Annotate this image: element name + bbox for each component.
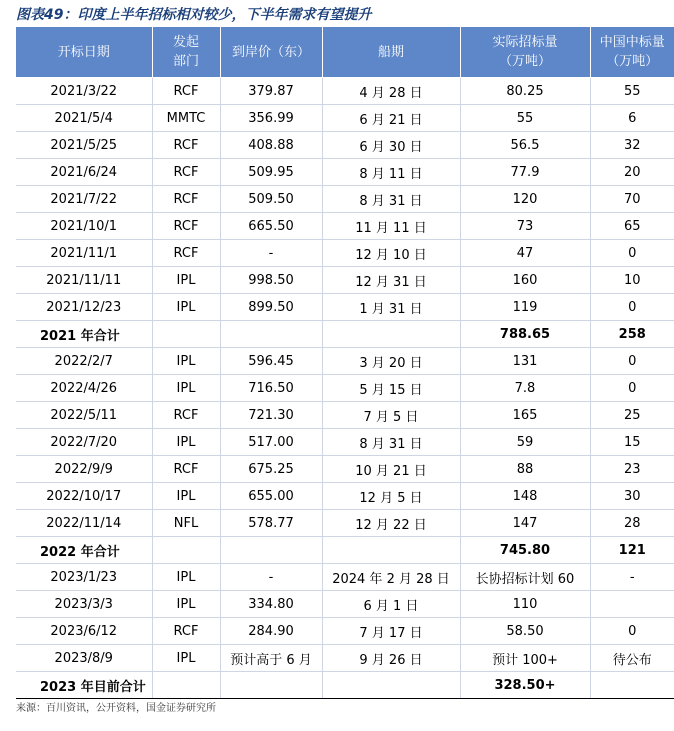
figure-caption: 图表49：印度上半年招标相对较少，下半年需求有望提升 <box>16 7 372 23</box>
cell-open-date: 2021/11/11 <box>16 267 152 294</box>
cell-actual-volume: 长协招标计划 60 <box>460 564 590 591</box>
cell-shipment: 7 月 5 日 <box>322 402 460 429</box>
cell-shipment: 12 月 22 日 <box>322 510 460 537</box>
cell-shipment: 1 月 31 日 <box>322 294 460 321</box>
cell-cfr-price: 379.87 <box>220 78 322 105</box>
table-row <box>16 267 674 294</box>
cell-actual-volume: 55 <box>460 105 590 132</box>
cell-cfr-price: - <box>220 564 322 591</box>
cell-open-date: 2021/10/1 <box>16 213 152 240</box>
empty-cell <box>322 321 460 348</box>
empty-cell <box>220 537 322 564</box>
cell-open-date: 2021/6/24 <box>16 159 152 186</box>
cell-actual-volume: 73 <box>460 213 590 240</box>
cell-actual-volume: 147 <box>460 510 590 537</box>
cell-open-date: 2021/11/1 <box>16 240 152 267</box>
cell-china-volume: 20 <box>590 159 674 186</box>
cell-open-date: 2022/5/11 <box>16 402 152 429</box>
subtotal-row <box>16 672 674 699</box>
cell-open-date: 2022/11/14 <box>16 510 152 537</box>
cell-open-date: 2021/5/25 <box>16 132 152 159</box>
cell-china-volume: 6 <box>590 105 674 132</box>
cell-shipment: 5 月 15 日 <box>322 375 460 402</box>
cell-actual-volume: 77.9 <box>460 159 590 186</box>
cell-cfr-price: 334.80 <box>220 591 322 618</box>
table-row <box>16 159 674 186</box>
cell-department: RCF <box>152 213 220 240</box>
header-row <box>16 27 674 78</box>
cell-open-date: 2021/3/22 <box>16 78 152 105</box>
cell-department: IPL <box>152 483 220 510</box>
subtotal-actual-volume: 745.80 <box>460 537 590 564</box>
cell-china-volume: 70 <box>590 186 674 213</box>
table-body <box>16 78 674 699</box>
cell-china-volume <box>590 591 674 618</box>
subtotal-row <box>16 537 674 564</box>
cell-cfr-price: 596.45 <box>220 348 322 375</box>
cell-open-date: 2021/12/23 <box>16 294 152 321</box>
cell-cfr-price: - <box>220 240 322 267</box>
cell-china-volume: 25 <box>590 402 674 429</box>
subtotal-actual-volume: 788.65 <box>460 321 590 348</box>
cell-department: RCF <box>152 78 220 105</box>
cell-department: IPL <box>152 348 220 375</box>
cell-department: IPL <box>152 375 220 402</box>
cell-shipment: 6 月 30 日 <box>322 132 460 159</box>
cell-department: IPL <box>152 294 220 321</box>
cell-open-date: 2022/9/9 <box>16 456 152 483</box>
cell-open-date: 2022/7/20 <box>16 429 152 456</box>
cell-actual-volume: 7.8 <box>460 375 590 402</box>
cell-department: RCF <box>152 186 220 213</box>
cell-shipment: 2024 年 2 月 28 日 <box>322 564 460 591</box>
table-row <box>16 591 674 618</box>
cell-cfr-price: 655.00 <box>220 483 322 510</box>
cell-cfr-price: 998.50 <box>220 267 322 294</box>
cell-cfr-price: 预计高于 6 月 <box>220 645 322 672</box>
cell-cfr-price: 509.50 <box>220 186 322 213</box>
cell-cfr-price: 284.90 <box>220 618 322 645</box>
empty-cell <box>322 672 460 699</box>
empty-cell <box>152 321 220 348</box>
cell-department: IPL <box>152 645 220 672</box>
cell-china-volume: 30 <box>590 483 674 510</box>
cell-shipment: 6 月 21 日 <box>322 105 460 132</box>
subtotal-row <box>16 321 674 348</box>
table-row <box>16 429 674 456</box>
cell-actual-volume: 56.5 <box>460 132 590 159</box>
cell-actual-volume: 预计 100+ <box>460 645 590 672</box>
cell-actual-volume: 120 <box>460 186 590 213</box>
subtotal-label: 2021 年合计 <box>16 321 152 348</box>
cell-shipment: 12 月 31 日 <box>322 267 460 294</box>
table-row <box>16 105 674 132</box>
cell-actual-volume: 110 <box>460 591 590 618</box>
cell-actual-volume: 47 <box>460 240 590 267</box>
empty-cell <box>220 672 322 699</box>
cell-actual-volume: 165 <box>460 402 590 429</box>
cell-shipment: 7 月 17 日 <box>322 618 460 645</box>
subtotal-actual-volume: 328.50+ <box>460 672 590 699</box>
cell-china-volume: 0 <box>590 618 674 645</box>
table-row <box>16 294 674 321</box>
cell-china-volume: 0 <box>590 375 674 402</box>
cell-cfr-price: 665.50 <box>220 213 322 240</box>
table-row <box>16 402 674 429</box>
cell-actual-volume: 58.50 <box>460 618 590 645</box>
cell-shipment: 6 月 1 日 <box>322 591 460 618</box>
cell-china-volume: 28 <box>590 510 674 537</box>
cell-department: IPL <box>152 564 220 591</box>
cell-department: IPL <box>152 591 220 618</box>
table-row <box>16 564 674 591</box>
table-row <box>16 348 674 375</box>
cell-actual-volume: 119 <box>460 294 590 321</box>
cell-department: NFL <box>152 510 220 537</box>
cell-actual-volume: 160 <box>460 267 590 294</box>
header-cfr-price: 到岸价（东） <box>220 27 322 78</box>
source-note: 来源：百川资讯，公开资料，国金证券研究所 <box>16 703 216 714</box>
subtotal-china-volume: 258 <box>590 321 674 348</box>
subtotal-china-volume: 121 <box>590 537 674 564</box>
header-open-date: 开标日期 <box>16 27 152 78</box>
cell-shipment: 4 月 28 日 <box>322 78 460 105</box>
cell-actual-volume: 131 <box>460 348 590 375</box>
cell-open-date: 2023/3/3 <box>16 591 152 618</box>
cell-china-volume: 10 <box>590 267 674 294</box>
tender-table-container <box>16 27 674 699</box>
cell-shipment: 12 月 10 日 <box>322 240 460 267</box>
cell-shipment: 12 月 5 日 <box>322 483 460 510</box>
table-row <box>16 483 674 510</box>
cell-china-volume: 55 <box>590 78 674 105</box>
header-china-volume: 中国中标量 （万吨） <box>590 27 674 78</box>
cell-china-volume: 65 <box>590 213 674 240</box>
cell-cfr-price: 899.50 <box>220 294 322 321</box>
cell-open-date: 2022/2/7 <box>16 348 152 375</box>
cell-shipment: 11 月 11 日 <box>322 213 460 240</box>
table-row <box>16 240 674 267</box>
table-row <box>16 132 674 159</box>
cell-cfr-price: 675.25 <box>220 456 322 483</box>
cell-department: RCF <box>152 132 220 159</box>
cell-open-date: 2021/5/4 <box>16 105 152 132</box>
cell-china-volume: 32 <box>590 132 674 159</box>
cell-china-volume: 15 <box>590 429 674 456</box>
cell-department: RCF <box>152 456 220 483</box>
cell-department: IPL <box>152 429 220 456</box>
cell-open-date: 2021/7/22 <box>16 186 152 213</box>
cell-department: MMTC <box>152 105 220 132</box>
cell-cfr-price: 356.99 <box>220 105 322 132</box>
cell-department: RCF <box>152 240 220 267</box>
cell-china-volume: 23 <box>590 456 674 483</box>
cell-department: IPL <box>152 267 220 294</box>
cell-shipment: 10 月 21 日 <box>322 456 460 483</box>
cell-shipment: 8 月 31 日 <box>322 186 460 213</box>
cell-china-volume: 0 <box>590 294 674 321</box>
table-row <box>16 645 674 672</box>
cell-department: RCF <box>152 159 220 186</box>
cell-actual-volume: 59 <box>460 429 590 456</box>
cell-department: RCF <box>152 402 220 429</box>
cell-shipment: 8 月 31 日 <box>322 429 460 456</box>
cell-shipment: 9 月 26 日 <box>322 645 460 672</box>
cell-shipment: 8 月 11 日 <box>322 159 460 186</box>
empty-cell <box>322 537 460 564</box>
table-row <box>16 456 674 483</box>
cell-china-volume: - <box>590 564 674 591</box>
cell-department: RCF <box>152 618 220 645</box>
cell-cfr-price: 578.77 <box>220 510 322 537</box>
table-row <box>16 510 674 537</box>
cell-open-date: 2023/1/23 <box>16 564 152 591</box>
cell-cfr-price: 721.30 <box>220 402 322 429</box>
cell-china-volume: 0 <box>590 240 674 267</box>
cell-open-date: 2022/4/26 <box>16 375 152 402</box>
table-row <box>16 375 674 402</box>
table-row <box>16 186 674 213</box>
subtotal-china-volume <box>590 672 674 699</box>
cell-open-date: 2023/6/12 <box>16 618 152 645</box>
cell-actual-volume: 148 <box>460 483 590 510</box>
table-row <box>16 618 674 645</box>
table-row <box>16 213 674 240</box>
cell-open-date: 2023/8/9 <box>16 645 152 672</box>
header-actual-volume: 实际招标量 （万吨） <box>460 27 590 78</box>
header-shipment: 船期 <box>322 27 460 78</box>
cell-shipment: 3 月 20 日 <box>322 348 460 375</box>
cell-cfr-price: 517.00 <box>220 429 322 456</box>
cell-actual-volume: 80.25 <box>460 78 590 105</box>
subtotal-label: 2023 年目前合计 <box>16 672 152 699</box>
subtotal-label: 2022 年合计 <box>16 537 152 564</box>
table-row <box>16 78 674 105</box>
cell-china-volume: 0 <box>590 348 674 375</box>
cell-actual-volume: 88 <box>460 456 590 483</box>
empty-cell <box>152 672 220 699</box>
empty-cell <box>220 321 322 348</box>
tender-table <box>16 27 674 699</box>
cell-cfr-price: 408.88 <box>220 132 322 159</box>
cell-china-volume: 待公布 <box>590 645 674 672</box>
cell-cfr-price: 509.95 <box>220 159 322 186</box>
header-department: 发起 部门 <box>152 27 220 78</box>
empty-cell <box>152 537 220 564</box>
cell-cfr-price: 716.50 <box>220 375 322 402</box>
cell-open-date: 2022/10/17 <box>16 483 152 510</box>
